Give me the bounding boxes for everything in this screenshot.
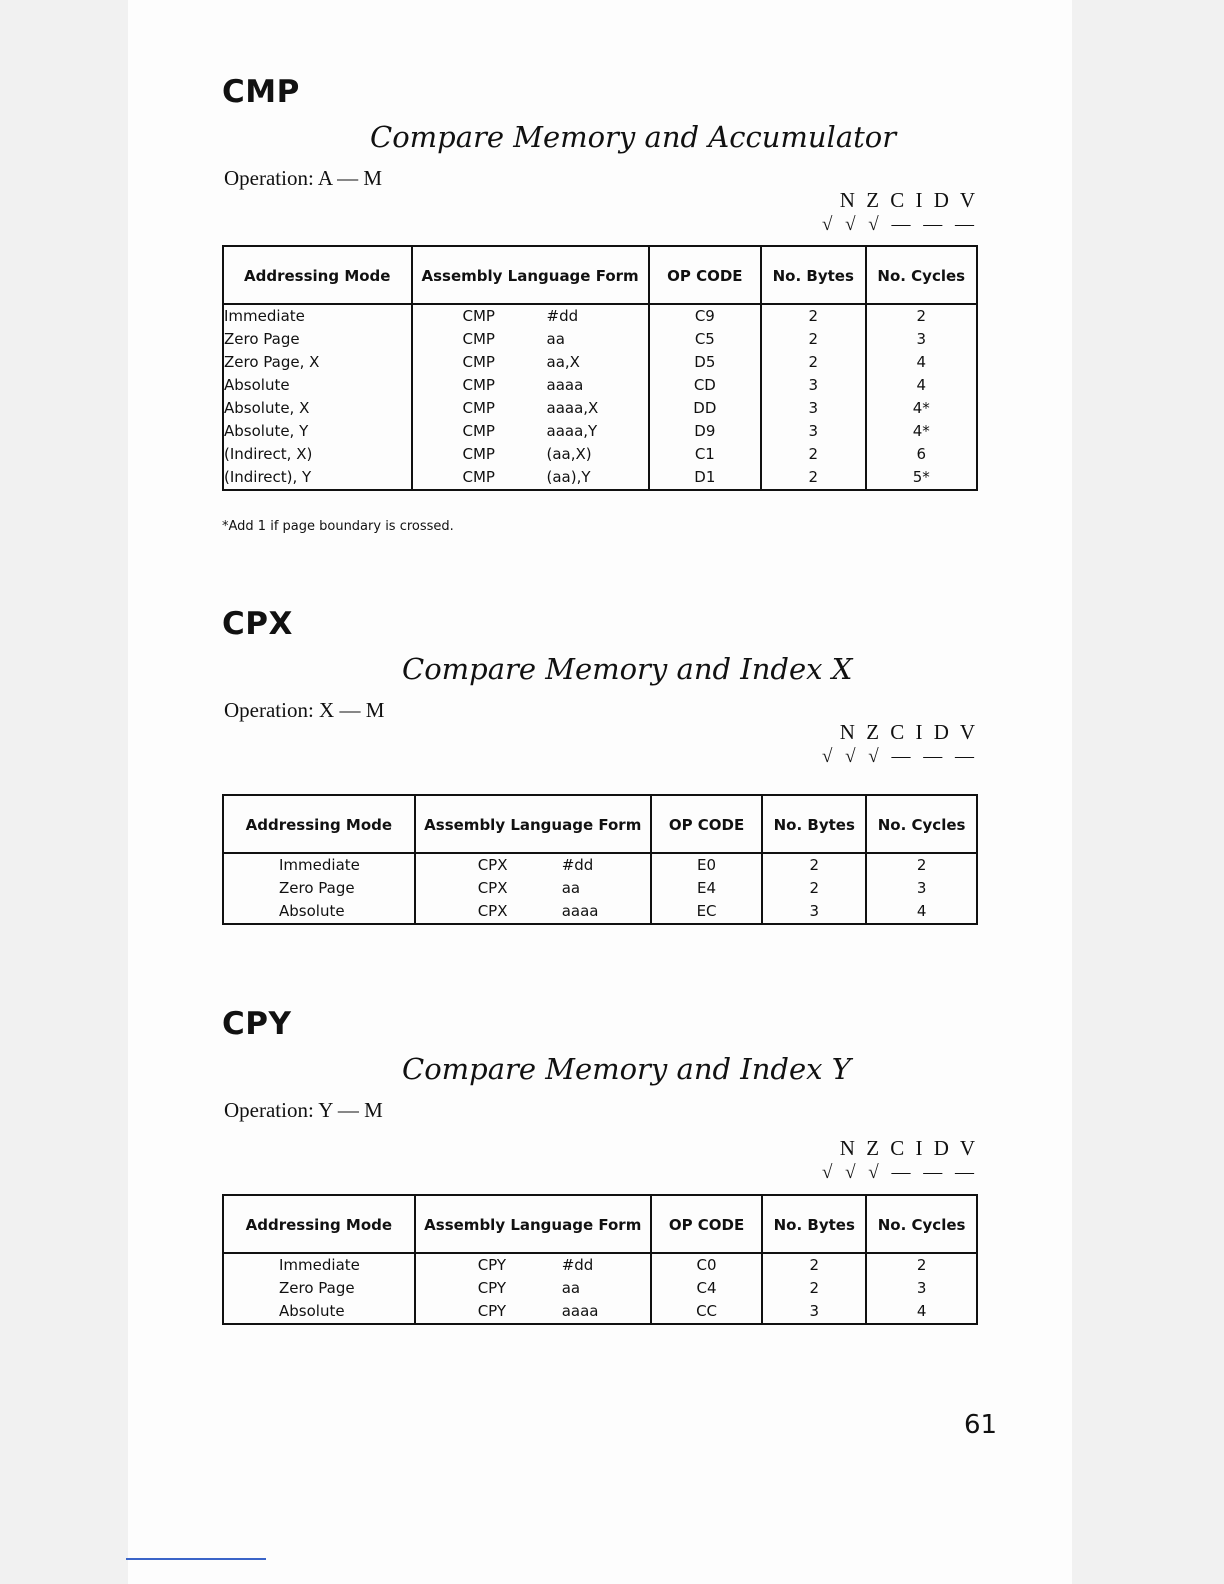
assembly-form-column: [412, 304, 649, 490]
addressing-mode: Absolute: [279, 1302, 345, 1320]
cycles-column: [866, 304, 978, 490]
opcode-value: CC: [696, 1302, 718, 1320]
opcode-table: [222, 794, 978, 925]
bytes-column: [762, 853, 866, 924]
cycles-value: 3: [916, 879, 927, 897]
operation-text: Operation: Y — M: [224, 1098, 383, 1122]
cycles-value: 2: [916, 856, 927, 874]
opcode-table: [222, 245, 978, 491]
opcode-value: D5: [694, 353, 716, 371]
addressing-mode: Absolute, Y: [224, 422, 309, 440]
flags-values: √ √ √ — — —: [821, 746, 978, 767]
opcode-value: DD: [693, 399, 717, 417]
opcode-value: C0: [696, 1256, 717, 1274]
assembly-form: [413, 420, 648, 443]
opcode-value: EC: [696, 902, 717, 920]
flags-values: √ √ √ — — —: [821, 214, 978, 235]
opcode-value: E0: [697, 856, 717, 874]
bytes-column: [762, 1253, 866, 1324]
opcode-value: C1: [694, 445, 715, 463]
instruction-mnemonic: CPY: [222, 1006, 292, 1042]
opcode-value: D9: [694, 422, 716, 440]
opcode-value: C9: [694, 307, 715, 325]
page-number: 61: [964, 1410, 998, 1440]
operation-text: Operation: A — M: [224, 166, 383, 190]
column-header-addressing-mode: Addressing Mode: [223, 1195, 415, 1253]
opcode-value: E4: [697, 879, 717, 897]
section-cpy: [222, 1006, 982, 1346]
asm-operand: aaaa: [561, 902, 599, 920]
column-header-addressing-mode: Addressing Mode: [223, 246, 412, 304]
assembly-form: [413, 305, 648, 328]
instruction-title: Compare Memory and Accumulator: [370, 120, 897, 154]
cycles-value: 4: [916, 1302, 927, 1320]
instruction-title: Compare Memory and Index X: [402, 652, 853, 686]
table-body: [223, 853, 977, 924]
assembly-form: [413, 466, 648, 489]
asm-mnemonic: CMP: [462, 399, 495, 417]
instruction-mnemonic: CPX: [222, 606, 293, 642]
asm-operand: #dd: [561, 856, 594, 874]
bytes-value: 2: [808, 307, 819, 325]
asm-operand: (aa),Y: [546, 468, 591, 486]
bytes-value: 2: [808, 330, 819, 348]
opcode-value: CD: [693, 376, 716, 394]
addressing-mode-column: [223, 853, 415, 924]
column-header-cycles: No. Cycles: [866, 1195, 977, 1253]
addressing-mode: Zero Page, X: [224, 353, 320, 371]
table-header-row: [223, 795, 977, 853]
asm-operand: aa: [561, 879, 581, 897]
addressing-mode: Immediate: [279, 1256, 360, 1274]
column-header-assembly-form: Assembly Language Form: [415, 1195, 651, 1253]
section-cpx: [222, 606, 982, 946]
bytes-value: 3: [808, 422, 819, 440]
column-header-assembly-form: Assembly Language Form: [415, 795, 651, 853]
flags-header: N Z C I D V: [839, 1136, 978, 1160]
cycles-value: 4: [916, 902, 927, 920]
divider: [126, 1558, 266, 1560]
asm-mnemonic: CMP: [462, 468, 495, 486]
bytes-value: 2: [809, 1279, 820, 1297]
assembly-form: [413, 397, 648, 420]
asm-mnemonic: CPX: [477, 879, 508, 897]
assembly-form: [416, 854, 650, 877]
opcode-value: C5: [694, 330, 715, 348]
assembly-form: [413, 374, 648, 397]
column-header-opcode: OP CODE: [651, 795, 763, 853]
column-header-assembly-form: Assembly Language Form: [412, 246, 649, 304]
asm-operand: aa: [546, 330, 565, 348]
bytes-value: 2: [809, 1256, 820, 1274]
asm-mnemonic: CPY: [477, 1256, 507, 1274]
bytes-value: 3: [808, 399, 819, 417]
column-header-cycles: No. Cycles: [866, 795, 977, 853]
flags-values: √ √ √ — — —: [821, 1162, 978, 1183]
bytes-value: 3: [808, 376, 819, 394]
table-header-row: [223, 1195, 977, 1253]
addressing-mode: Absolute, X: [224, 399, 310, 417]
asm-operand: #dd: [561, 1256, 594, 1274]
addressing-mode: Zero Page: [224, 330, 300, 348]
cycles-value: 4*: [912, 422, 930, 440]
addressing-mode: (Indirect), Y: [224, 468, 312, 486]
asm-mnemonic: CPX: [477, 856, 508, 874]
bytes-value: 3: [809, 902, 820, 920]
addressing-mode-column: [223, 304, 412, 490]
opcode-value: C4: [696, 1279, 717, 1297]
assembly-form: [416, 1254, 650, 1277]
asm-mnemonic: CMP: [462, 422, 495, 440]
column-header-bytes: No. Bytes: [762, 795, 866, 853]
asm-mnemonic: CMP: [462, 307, 495, 325]
bytes-value: 2: [808, 468, 819, 486]
cycles-value: 3: [916, 330, 927, 348]
flags-header: N Z C I D V: [839, 720, 978, 744]
asm-mnemonic: CPX: [477, 902, 508, 920]
opcode-column: [651, 853, 763, 924]
asm-mnemonic: CMP: [462, 445, 495, 463]
addressing-mode: (Indirect, X): [224, 445, 313, 463]
column-header-bytes: No. Bytes: [762, 1195, 866, 1253]
assembly-form: [413, 328, 648, 351]
cycles-column: [866, 853, 977, 924]
assembly-form: [413, 351, 648, 374]
assembly-form: [416, 900, 650, 923]
bytes-column: [761, 304, 866, 490]
asm-mnemonic: CPY: [477, 1302, 507, 1320]
assembly-form: [413, 443, 648, 466]
cycles-value: 3: [916, 1279, 927, 1297]
bytes-value: 3: [809, 1302, 820, 1320]
asm-operand: aa: [561, 1279, 581, 1297]
asm-mnemonic: CMP: [462, 353, 495, 371]
addressing-mode-column: [223, 1253, 415, 1324]
asm-operand: aaaa: [561, 1302, 599, 1320]
footnote: *Add 1 if page boundary is crossed.: [222, 519, 454, 534]
addressing-mode: Absolute: [279, 902, 345, 920]
assembly-form: [416, 877, 650, 900]
column-header-opcode: OP CODE: [649, 246, 761, 304]
cycles-value: 4: [916, 353, 927, 371]
cycles-value: 2: [916, 1256, 927, 1274]
cycles-value: 2: [916, 307, 927, 325]
opcode-value: D1: [694, 468, 716, 486]
column-header-cycles: No. Cycles: [866, 246, 978, 304]
instruction-title: Compare Memory and Index Y: [402, 1052, 851, 1086]
asm-operand: aaaa,X: [546, 399, 599, 417]
instruction-mnemonic: CMP: [222, 74, 300, 110]
cycles-value: 4*: [912, 399, 930, 417]
operation-text: Operation: X — M: [224, 698, 385, 722]
table-body: [223, 1253, 977, 1324]
asm-mnemonic: CMP: [462, 376, 495, 394]
addressing-mode: Zero Page: [279, 879, 355, 897]
opcode-column: [651, 1253, 763, 1324]
addressing-mode: Absolute: [224, 376, 290, 394]
flags-header: N Z C I D V: [839, 188, 978, 212]
cycles-value: 6: [916, 445, 927, 463]
asm-operand: (aa,X): [546, 445, 592, 463]
opcode-column: [649, 304, 761, 490]
table-body: [223, 304, 977, 490]
asm-operand: aaaa,Y: [546, 422, 598, 440]
column-header-addressing-mode: Addressing Mode: [223, 795, 415, 853]
addressing-mode: Zero Page: [279, 1279, 355, 1297]
bytes-value: 2: [808, 353, 819, 371]
asm-mnemonic: CPY: [477, 1279, 507, 1297]
section-cmp: [222, 74, 982, 544]
assembly-form-column: [415, 1253, 651, 1324]
asm-mnemonic: CMP: [462, 330, 495, 348]
assembly-form-column: [415, 853, 651, 924]
opcode-table: [222, 1194, 978, 1325]
column-header-bytes: No. Bytes: [761, 246, 866, 304]
asm-operand: aa,X: [546, 353, 580, 371]
bytes-value: 2: [809, 879, 820, 897]
column-header-opcode: OP CODE: [651, 1195, 763, 1253]
cycles-value: 5*: [912, 468, 930, 486]
addressing-mode: Immediate: [224, 307, 305, 325]
table-header-row: [223, 246, 977, 304]
assembly-form: [416, 1300, 650, 1323]
bytes-value: 2: [809, 856, 820, 874]
bytes-value: 2: [808, 445, 819, 463]
assembly-form: [416, 1277, 650, 1300]
cycles-value: 4: [916, 376, 927, 394]
cycles-column: [866, 1253, 977, 1324]
asm-operand: #dd: [546, 307, 579, 325]
asm-operand: aaaa: [546, 376, 584, 394]
addressing-mode: Immediate: [279, 856, 360, 874]
